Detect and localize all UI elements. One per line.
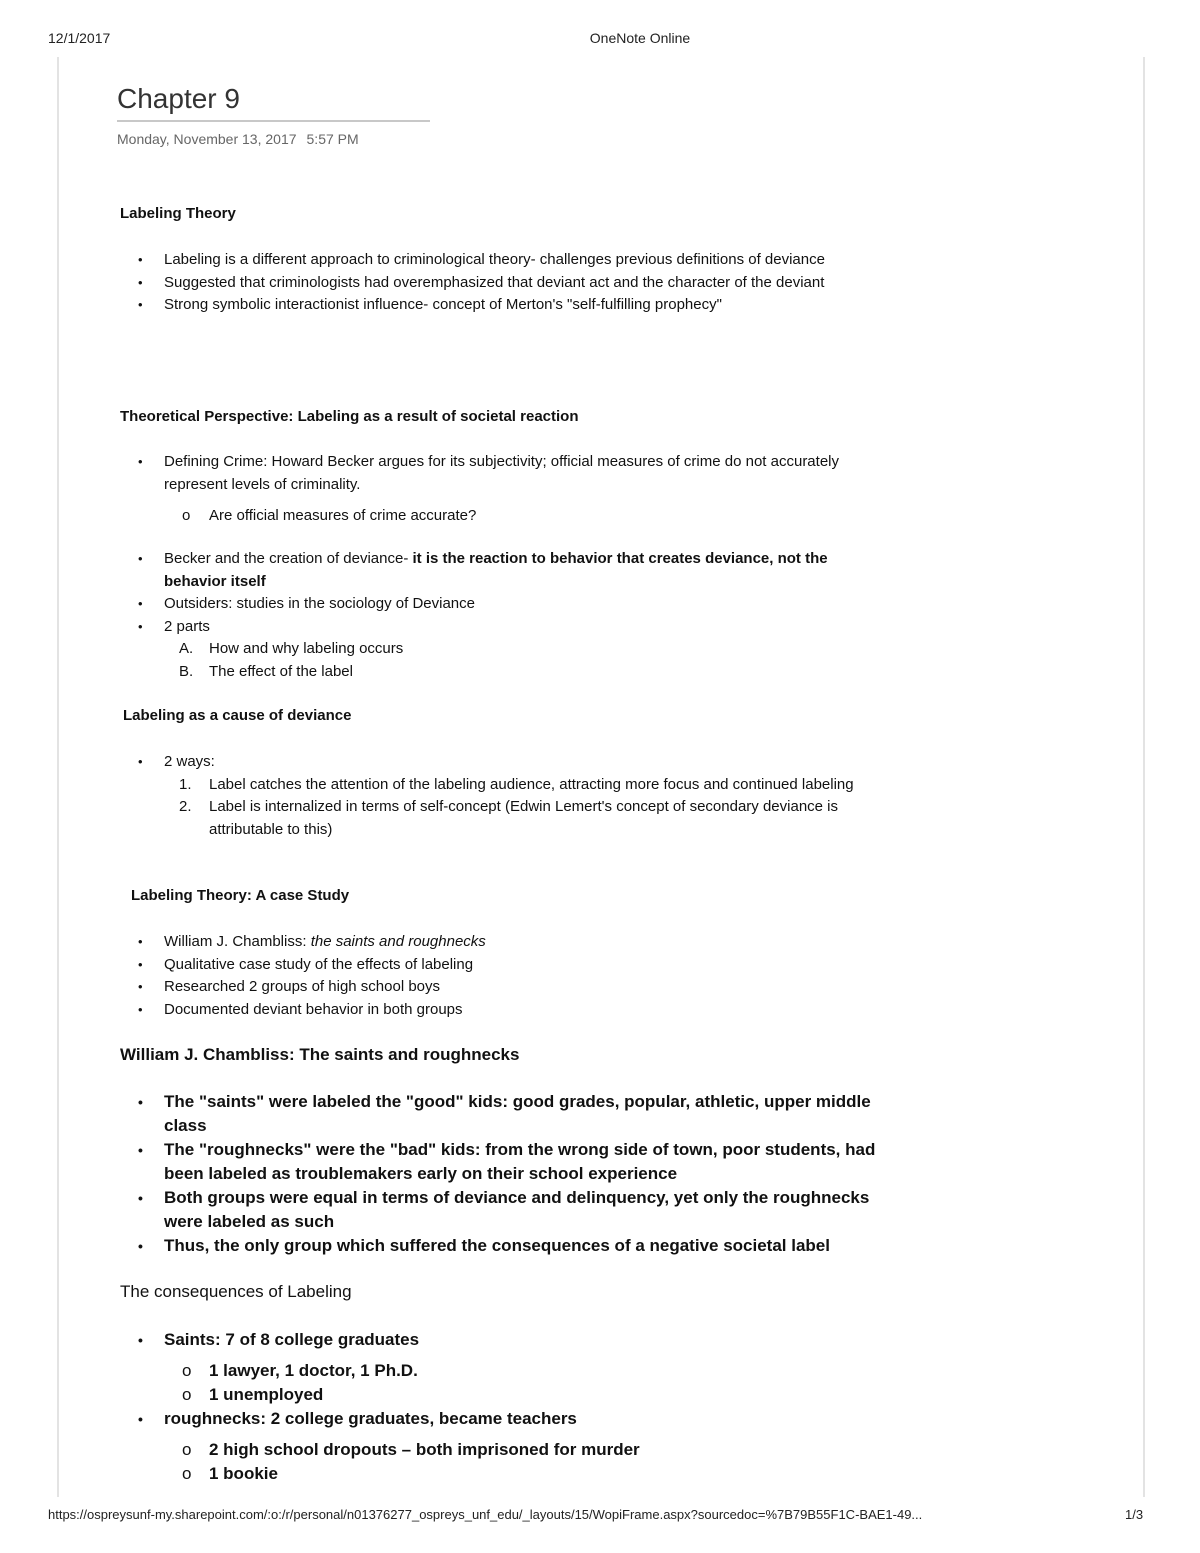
sub-item — [164, 1383, 884, 1407]
sub-item — [164, 638, 894, 661]
sub-item — [164, 661, 894, 684]
list-item — [0, 548, 894, 593]
list-item-text: roughnecks: 2 college graduates, became teachers — [164, 1409, 577, 1428]
chambliss-list — [0, 1090, 884, 1258]
list-item-text: William J. Chambliss: — [164, 933, 311, 950]
list-item: • Strong symbolic interactionist influence- concept of Merton's "self-fulfilling prophecy" — [0, 294, 894, 317]
list-item — [0, 751, 894, 841]
page-time: 5:57 PM — [306, 131, 359, 147]
list-item: • The "saints" were labeled the "good" kids: good grades, popular, athletic, upper middle class — [0, 1090, 884, 1138]
list-item-text: 2 ways: — [164, 753, 215, 770]
title-underline — [117, 120, 430, 122]
sub-item-text: The effect of the label — [209, 662, 353, 680]
theoretical-list-b — [0, 548, 894, 683]
list-item: • Thus, the only group which suffered the consequences of a negative societal label — [0, 1234, 884, 1258]
theoretical-list-a — [0, 451, 894, 528]
sub-item-marker: 1. — [179, 775, 192, 793]
list-item-text: Defining Crime: Howard Becker argues for its subjectivity; official measures of crime do not accurately represent levels of criminality. — [164, 453, 839, 493]
list-item — [0, 931, 894, 954]
sub-item — [164, 796, 894, 841]
print-page-number: 1/3 — [1125, 1507, 1144, 1522]
sub-item — [164, 774, 894, 797]
sub-item-marker: B. — [179, 662, 194, 680]
list-item — [0, 616, 894, 684]
list-item — [0, 451, 894, 528]
list-item: • Qualitative case study of the effects of labeling — [0, 954, 894, 977]
sub-item-marker: 2. — [179, 798, 192, 815]
list-item: • Both groups were equal in terms of deviance and delinquency, yet only the roughnecks were labeled as such — [0, 1186, 884, 1234]
hollow-bullet-icon: o — [182, 507, 191, 524]
book-title: the saints and roughnecks — [310, 933, 486, 950]
emphasis-text: it is the reaction to behavior that creates deviance, not the behavior itself — [164, 550, 828, 590]
list-item: • Outsiders: studies in the sociology of Deviance — [0, 593, 894, 616]
list-item: • Documented deviant behavior in both groups — [0, 999, 894, 1022]
heading-labeling-theory: Labeling Theory — [120, 205, 236, 222]
sub-item-text: Are official measures of crime accurate? — [209, 507, 477, 524]
labeling-theory-list — [0, 249, 894, 317]
list-item: • Suggested that criminologists had overemphasized that deviant act and the character of the deviant — [0, 272, 894, 295]
hollow-bullet-icon: o — [182, 1440, 192, 1459]
heading-consequences: The consequences of Labeling — [120, 1282, 352, 1301]
page-title[interactable]: Chapter 9 — [117, 83, 240, 114]
list-item: • Labeling is a different approach to criminological theory- challenges previous definitions of deviance — [0, 249, 894, 272]
consequences-list — [0, 1328, 884, 1486]
sub-item-text: 1 lawyer, 1 doctor, 1 Ph.D. — [209, 1361, 418, 1380]
list-item-text: Saints: 7 of 8 college graduates — [164, 1330, 420, 1349]
sub-item — [164, 1359, 884, 1383]
hollow-bullet-icon: o — [182, 1361, 192, 1380]
heading-case-study: Labeling Theory: A case Study — [131, 887, 350, 904]
sub-item-marker: A. — [179, 640, 194, 657]
print-app-name: OneNote Online — [589, 30, 691, 46]
sub-item — [164, 1462, 884, 1486]
sub-item — [164, 1438, 884, 1462]
sub-item — [164, 505, 894, 528]
hollow-bullet-icon: o — [182, 1464, 192, 1483]
sub-item-text: How and why labeling occurs — [209, 640, 404, 657]
print-url: https://ospreysunf-my.sharepoint.com/:o:/r/personal/n01376277_ospreys_unf_edu/_layouts/15/WopiFrame.aspx?sourcedoc=%7B79B55F1C-BAE1-49... — [48, 1507, 923, 1522]
hollow-bullet-icon: o — [182, 1385, 192, 1404]
heading-theoretical-perspective: Theoretical Perspective: Labeling as a result of societal reaction — [120, 408, 579, 425]
page-timestamp — [117, 131, 359, 147]
sub-item-text: 1 bookie — [209, 1464, 278, 1483]
list-item — [0, 1407, 884, 1486]
case-study-list — [0, 931, 894, 1021]
list-item-text: Becker and the creation of deviance- — [164, 550, 413, 567]
print-date: 12/1/2017 — [48, 30, 111, 46]
cause-list — [0, 751, 894, 841]
sub-item-text: Label catches the attention of the labeling audience, attracting more focus and continued labeling — [209, 775, 854, 793]
sub-item-text: Label is internalized in terms of self-concept (Edwin Lemert's concept of secondary deviance is attributable to this) — [209, 798, 839, 838]
heading-chambliss: William J. Chambliss: The saints and roughnecks — [120, 1045, 520, 1064]
heading-cause-of-deviance: Labeling as a cause of deviance — [123, 707, 352, 724]
sub-item-text: 2 high school dropouts – both imprisoned for murder — [209, 1440, 640, 1459]
list-item: • Researched 2 groups of high school boys — [0, 976, 894, 999]
page-date: Monday, November 13, 2017 — [117, 131, 297, 147]
list-item — [0, 1328, 884, 1407]
list-item-text: 2 parts — [164, 617, 210, 635]
list-item: • The "roughnecks" were the "bad" kids: from the wrong side of town, poor students, had been labeled as troublemakers early on their school experience — [0, 1138, 884, 1186]
sub-item-text: 1 unemployed — [209, 1385, 324, 1404]
